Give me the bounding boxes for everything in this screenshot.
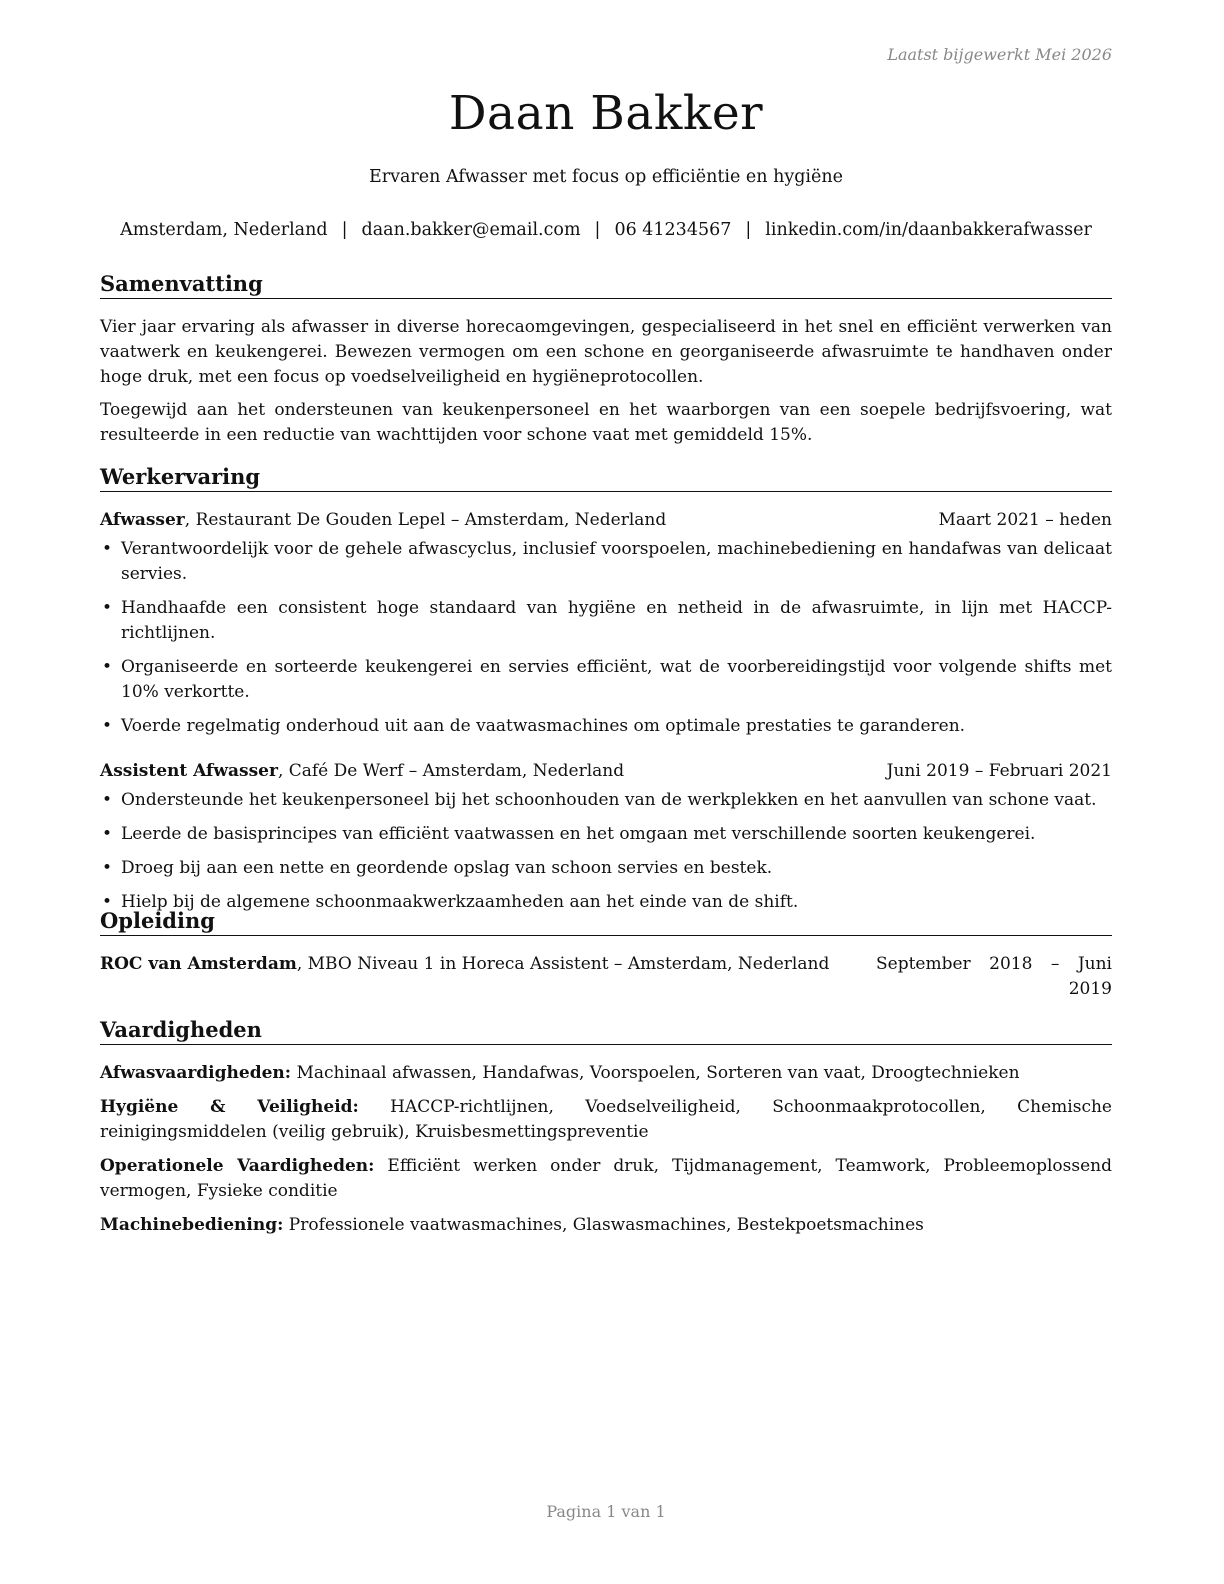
bullet-icon: •: [102, 598, 113, 618]
skills-section: [100, 1017, 1112, 1247]
job-dates: Maart 2021 – heden: [938, 510, 1112, 530]
bullet-item: [100, 655, 1112, 705]
bullet-text: Verantwoordelijk voor de gehele afwascyclus, inclusief voorspoelen, machinebediening en handafwas van delicaat servies.: [121, 539, 1112, 584]
job-dates: Juni 2019 – Februari 2021: [886, 761, 1112, 781]
summary-paragraph: Toegewijd aan het ondersteunen van keukenpersoneel en het waarborgen van een soepele bedrijfsvoering, wat resulteerde in een reductie van wachttijden voor schone vaat met gemiddeld 15%.: [100, 400, 1112, 445]
skill-row: [100, 1213, 1112, 1238]
bullet-item: [100, 714, 1112, 739]
section-title-experience: Werkervaring: [100, 464, 1112, 492]
skill-category: Hygiëne & Veiligheid:: [100, 1097, 359, 1117]
bullet-text: Leerde de basisprincipes van efficiënt vaatwassen en het omgaan met verschillende soorten keukengerei.: [121, 824, 1036, 844]
contact-location: Amsterdam, Nederland: [120, 220, 328, 240]
job-entry: [100, 508, 1112, 739]
summary-section: [100, 271, 1112, 456]
job-employer: , Café De Werf – Amsterdam, Nederland: [277, 761, 625, 781]
job-header: [100, 759, 1112, 784]
job-entry: [100, 759, 1112, 915]
bullet-item: [100, 856, 1112, 881]
skill-row: [100, 1154, 1112, 1204]
skill-row: [100, 1095, 1112, 1145]
education-title-line: [100, 952, 860, 1002]
job-employer: , Restaurant De Gouden Lepel – Amsterdam, Nederland: [184, 510, 667, 530]
section-title-summary: Samenvatting: [100, 271, 1112, 299]
bullet-text: Hielp bij de algemene schoonmaakwerkzaamheden aan het einde van de shift.: [121, 892, 799, 912]
bullet-item: [100, 822, 1112, 847]
job-title-line: [100, 759, 624, 784]
bullet-icon: •: [102, 790, 113, 810]
page-number: Pagina 1 van 1: [546, 1502, 666, 1521]
education-school: ROC van Amsterdam: [100, 954, 297, 974]
job-role: Afwasser: [100, 510, 185, 530]
candidate-name: Daan Bakker: [448, 86, 764, 141]
bullet-icon: •: [102, 858, 113, 878]
section-title-education: Opleiding: [100, 908, 1112, 936]
bullet-text: Droeg bij aan een nette en geordende opslag van schoon servies en bestek.: [121, 858, 773, 878]
summary-paragraph: Vier jaar ervaring als afwasser in diverse horecaomgevingen, gespecialiseerd in het snel en efficiënt verwerken van vaatwerk en keukengerei. Bewezen vermogen om een schone en georganiseerde afwasruimte te handhaven onder hoge druk, met een focus op voedselveiligheid en hygiëneprotocollen.: [100, 317, 1112, 387]
bullet-icon: •: [102, 657, 113, 677]
last-updated-note: Laatst bijgewerkt Mei 2026: [887, 45, 1112, 64]
skill-list: Efficiënt werken onder druk, Tijdmanagement, Teamwork, Probleemoplossend vermogen, Fysieke conditie: [100, 1156, 1112, 1201]
bullet-icon: •: [102, 892, 113, 912]
contact-phone: 06 41234567: [614, 220, 732, 240]
job-bullets: [100, 788, 1112, 915]
education-entry: [100, 952, 1112, 1002]
bullet-item: [100, 596, 1112, 646]
skill-category: Operationele Vaardigheden:: [100, 1156, 375, 1176]
skill-list: HACCP-richtlijnen, Voedselveiligheid, Schoonmaakprotocollen, Chemische reinigingsmiddelen (veilig gebruik), Kruisbesmettingspreventie: [100, 1097, 1112, 1142]
contact-separator: |: [594, 220, 601, 240]
bullet-text: Handhaafde een consistent hoge standaard van hygiëne en netheid in de afwasruimte, in lijn met HACCP-richtlijnen.: [121, 598, 1112, 643]
job-role: Assistent Afwasser: [100, 761, 278, 781]
resume-page: [100, 0, 1112, 1584]
contact-linkedin-link[interactable]: linkedin.com/in/daanbakkerafwasser: [765, 220, 1092, 240]
contact-separator: |: [341, 220, 348, 240]
bullet-icon: •: [102, 539, 113, 559]
bullet-item: [100, 788, 1112, 813]
bullet-item: [100, 537, 1112, 587]
skill-category: Afwasvaardigheden:: [100, 1063, 292, 1083]
contact-line: [100, 220, 1112, 240]
tagline: Ervaren Afwasser met focus op efficiëntie en hygiëne: [368, 167, 844, 187]
job-bullets: [100, 537, 1112, 739]
education-dates: September 2018 – Juni 2019: [876, 954, 1112, 999]
skill-list: Professionele vaatwasmachines, Glaswasmachines, Bestekpoetsmachines: [283, 1215, 924, 1235]
bullet-text: Organiseerde en sorteerde keukengerei en servies efficiënt, wat de voorbereidingstijd voor volgende shifts met 10% verkortte.: [121, 657, 1112, 702]
contact-email-link[interactable]: daan.bakker@email.com: [361, 220, 581, 240]
experience-section: [100, 464, 1112, 924]
education-section: [100, 908, 1112, 1002]
skill-list: Machinaal afwassen, Handafwas, Voorspoelen, Sorteren van vaat, Droogtechnieken: [291, 1063, 1020, 1083]
education-detail: , MBO Niveau 1 in Horeca Assistent – Amsterdam, Nederland: [296, 954, 830, 974]
contact-separator: |: [745, 220, 752, 240]
bullet-icon: •: [102, 824, 113, 844]
section-title-skills: Vaardigheden: [100, 1017, 1112, 1045]
job-header: [100, 508, 1112, 533]
skill-row: [100, 1061, 1112, 1086]
job-title-line: [100, 508, 666, 533]
skill-category: Machinebediening:: [100, 1215, 284, 1235]
bullet-icon: •: [102, 716, 113, 736]
bullet-text: Voerde regelmatig onderhoud uit aan de vaatwasmachines om optimale prestaties te garanderen.: [121, 716, 966, 736]
bullet-text: Ondersteunde het keukenpersoneel bij het schoonhouden van de werkplekken en het aanvullen van schone vaat.: [121, 790, 1097, 810]
